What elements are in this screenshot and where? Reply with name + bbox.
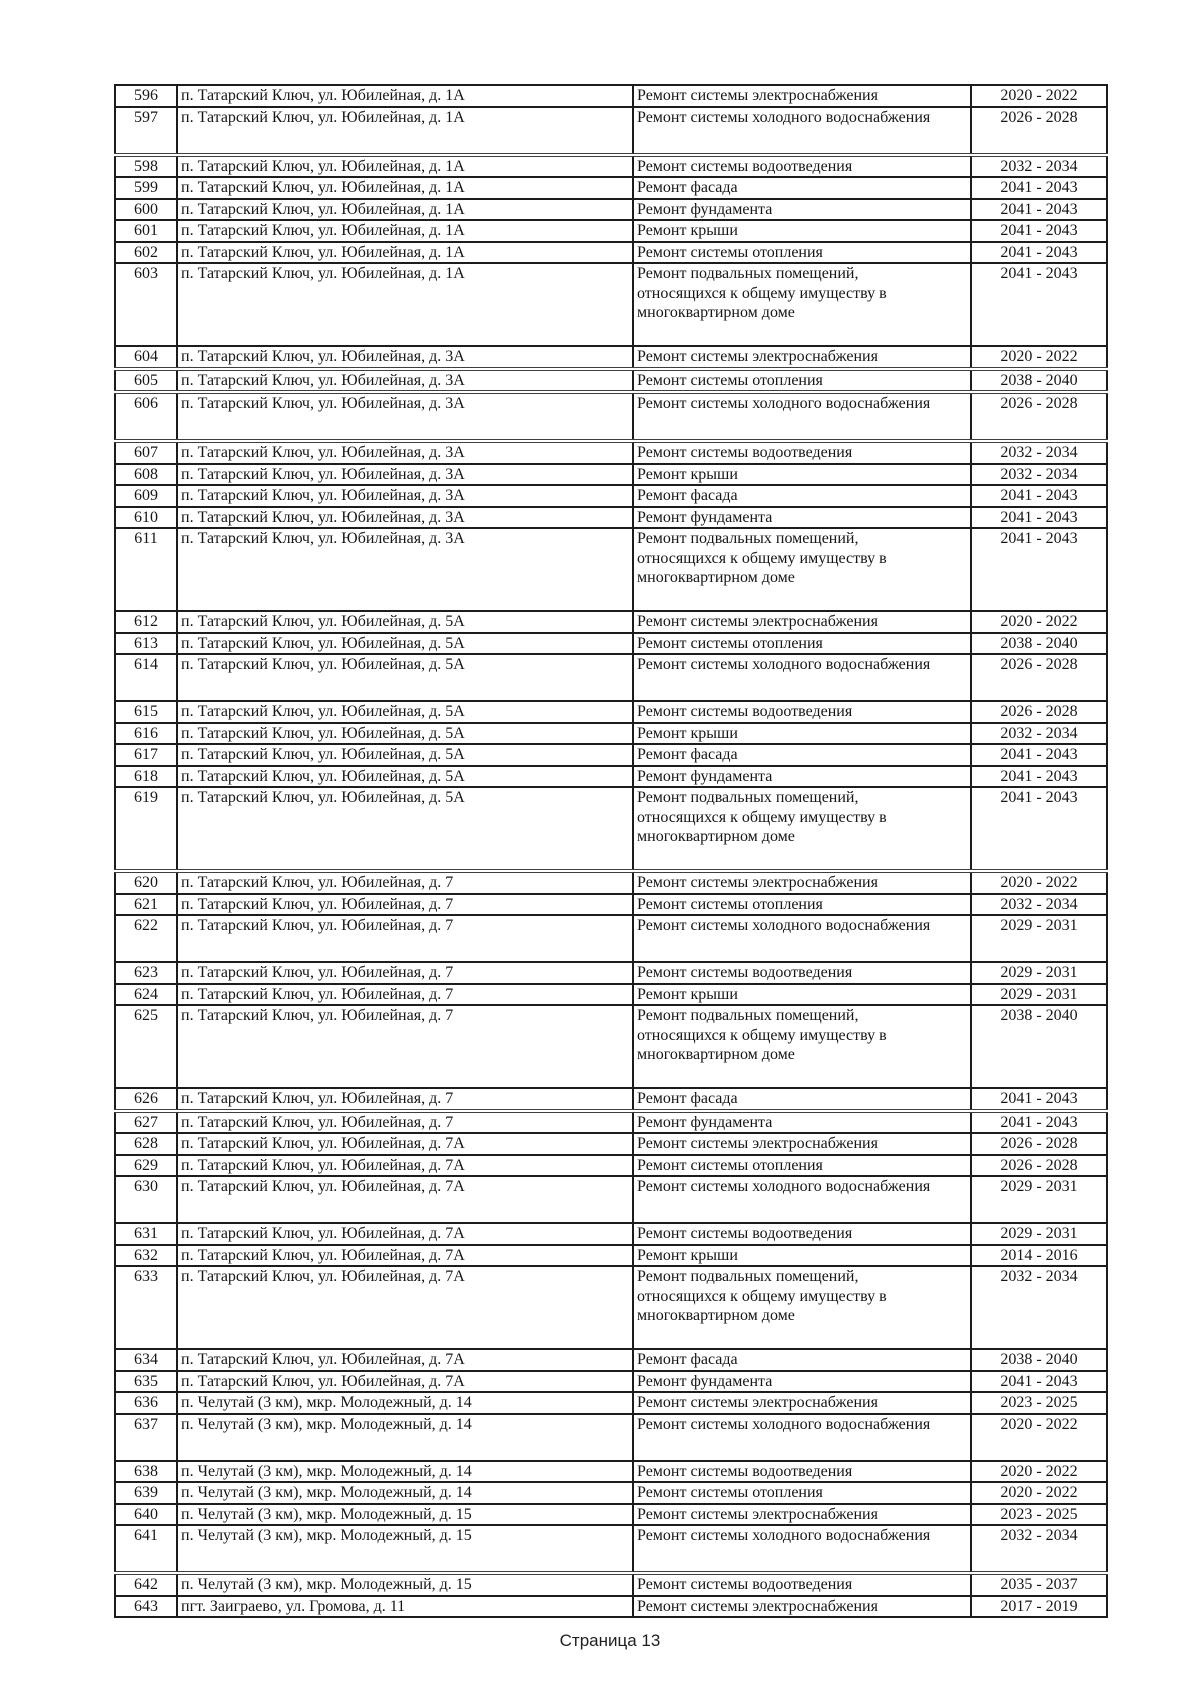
work-type-cell: Ремонт фасада xyxy=(633,1349,971,1371)
table-row xyxy=(115,1111,1107,1134)
row-number-cell: 608 xyxy=(115,464,177,486)
table-row xyxy=(115,1155,1107,1177)
work-type-cell: Ремонт фасада xyxy=(633,485,971,507)
row-number-cell: 642 xyxy=(115,1573,177,1596)
years-cell: 2038 - 2040 xyxy=(971,1349,1107,1371)
work-type-cell: Ремонт системы электроснабжения xyxy=(633,1392,971,1414)
address-cell: п. Татарский Ключ, ул. Юбилейная, д. 5А xyxy=(177,611,633,633)
work-type-cell: Ремонт системы электроснабжения xyxy=(633,1504,971,1526)
row-number-cell: 629 xyxy=(115,1155,177,1177)
table-row xyxy=(115,242,1107,264)
work-type-cell: Ремонт системы электроснабжения xyxy=(633,1596,971,1618)
table-row xyxy=(115,871,1107,894)
years-cell: 2041 - 2043 xyxy=(971,177,1107,199)
table-row xyxy=(115,1133,1107,1155)
table-row xyxy=(115,962,1107,984)
years-cell: 2026 - 2028 xyxy=(971,1133,1107,1155)
table-row xyxy=(115,1005,1107,1088)
address-cell: п. Татарский Ключ, ул. Юбилейная, д. 1А xyxy=(177,199,633,221)
years-cell: 2041 - 2043 xyxy=(971,242,1107,264)
table-body xyxy=(115,85,1107,1617)
row-number-cell: 603 xyxy=(115,263,177,346)
address-cell: п. Татарский Ключ, ул. Юбилейная, д. 7А xyxy=(177,1176,633,1223)
years-cell: 2029 - 2031 xyxy=(971,915,1107,962)
address-cell: п. Татарский Ключ, ул. Юбилейная, д. 1А xyxy=(177,177,633,199)
table-row xyxy=(115,984,1107,1006)
years-cell: 2038 - 2040 xyxy=(971,633,1107,655)
row-number-cell: 606 xyxy=(115,392,177,441)
table-row xyxy=(115,1371,1107,1393)
row-number-cell: 630 xyxy=(115,1176,177,1223)
years-cell: 2023 - 2025 xyxy=(971,1392,1107,1414)
years-cell: 2020 - 2022 xyxy=(971,611,1107,633)
address-cell: п. Татарский Ключ, ул. Юбилейная, д. 3А xyxy=(177,507,633,529)
row-number-cell: 602 xyxy=(115,242,177,264)
address-cell: п. Татарский Ключ, ул. Юбилейная, д. 3А xyxy=(177,346,633,369)
table-row xyxy=(115,1245,1107,1267)
work-type-cell: Ремонт системы электроснабжения xyxy=(633,346,971,369)
address-cell: п. Татарский Ключ, ул. Юбилейная, д. 7 xyxy=(177,1088,633,1111)
work-type-cell: Ремонт крыши xyxy=(633,464,971,486)
years-cell: 2041 - 2043 xyxy=(971,1371,1107,1393)
table-row xyxy=(115,528,1107,611)
years-cell: 2020 - 2022 xyxy=(971,1461,1107,1483)
table-row xyxy=(115,1482,1107,1504)
row-number-cell: 622 xyxy=(115,915,177,962)
work-type-cell: Ремонт крыши xyxy=(633,220,971,242)
address-cell: п. Челутай (3 км), мкр. Молодежный, д. 15 xyxy=(177,1525,633,1573)
row-number-cell: 619 xyxy=(115,787,177,871)
table-row xyxy=(115,464,1107,486)
work-type-cell: Ремонт системы водоотведения xyxy=(633,441,971,464)
row-number-cell: 641 xyxy=(115,1525,177,1573)
table-row xyxy=(115,787,1107,871)
work-type-cell: Ремонт системы холодного водоснабжения xyxy=(633,654,971,701)
work-type-cell: Ремонт фундамента xyxy=(633,1371,971,1393)
address-cell: п. Татарский Ключ, ул. Юбилейная, д. 1А xyxy=(177,107,633,155)
address-cell: пгт. Заиграево, ул. Громова, д. 11 xyxy=(177,1596,633,1618)
table-row xyxy=(115,346,1107,369)
address-cell: п. Татарский Ключ, ул. Юбилейная, д. 5А xyxy=(177,654,633,701)
address-cell: п. Челутай (3 км), мкр. Молодежный, д. 14 xyxy=(177,1461,633,1483)
table-row xyxy=(115,441,1107,464)
table-row xyxy=(115,723,1107,745)
address-cell: п. Татарский Ключ, ул. Юбилейная, д. 5А xyxy=(177,744,633,766)
table-row xyxy=(115,701,1107,723)
work-type-cell: Ремонт подвальных помещений, относящихся к общему имуществу в многоквартирном доме xyxy=(633,528,971,611)
table-row xyxy=(115,1223,1107,1245)
address-cell: п. Татарский Ключ, ул. Юбилейная, д. 7 xyxy=(177,915,633,962)
years-cell: 2020 - 2022 xyxy=(971,1414,1107,1461)
years-cell: 2041 - 2043 xyxy=(971,199,1107,221)
address-cell: п. Татарский Ключ, ул. Юбилейная, д. 7 xyxy=(177,894,633,916)
address-cell: п. Татарский Ключ, ул. Юбилейная, д. 7 xyxy=(177,1111,633,1134)
table-row xyxy=(115,107,1107,155)
row-number-cell: 597 xyxy=(115,107,177,155)
address-cell: п. Татарский Ключ, ул. Юбилейная, д. 1А xyxy=(177,263,633,346)
work-type-cell: Ремонт системы водоотведения xyxy=(633,155,971,178)
years-cell: 2026 - 2028 xyxy=(971,701,1107,723)
work-type-cell: Ремонт системы водоотведения xyxy=(633,1461,971,1483)
work-type-cell: Ремонт системы электроснабжения xyxy=(633,1133,971,1155)
table-row xyxy=(115,1525,1107,1573)
row-number-cell: 604 xyxy=(115,346,177,369)
table-row xyxy=(115,1349,1107,1371)
address-cell: п. Татарский Ключ, ул. Юбилейная, д. 7А xyxy=(177,1245,633,1267)
years-cell: 2026 - 2028 xyxy=(971,392,1107,441)
years-cell: 2029 - 2031 xyxy=(971,1223,1107,1245)
table-row xyxy=(115,915,1107,962)
row-number-cell: 626 xyxy=(115,1088,177,1111)
row-number-cell: 633 xyxy=(115,1266,177,1349)
years-cell: 2038 - 2040 xyxy=(971,369,1107,393)
table-row xyxy=(115,1266,1107,1349)
address-cell: п. Татарский Ключ, ул. Юбилейная, д. 7А xyxy=(177,1371,633,1393)
address-cell: п. Татарский Ключ, ул. Юбилейная, д. 3А xyxy=(177,528,633,611)
work-type-cell: Ремонт фасада xyxy=(633,1088,971,1111)
years-cell: 2032 - 2034 xyxy=(971,723,1107,745)
work-type-cell: Ремонт системы водоотведения xyxy=(633,962,971,984)
table-row xyxy=(115,220,1107,242)
years-cell: 2026 - 2028 xyxy=(971,654,1107,701)
years-cell: 2041 - 2043 xyxy=(971,220,1107,242)
address-cell: п. Татарский Ключ, ул. Юбилейная, д. 5А xyxy=(177,701,633,723)
row-number-cell: 600 xyxy=(115,199,177,221)
work-type-cell: Ремонт системы водоотведения xyxy=(633,1223,971,1245)
work-type-cell: Ремонт системы холодного водоснабжения xyxy=(633,1176,971,1223)
address-cell: п. Татарский Ключ, ул. Юбилейная, д. 7А xyxy=(177,1223,633,1245)
row-number-cell: 610 xyxy=(115,507,177,529)
address-cell: п. Татарский Ключ, ул. Юбилейная, д. 7 xyxy=(177,984,633,1006)
row-number-cell: 621 xyxy=(115,894,177,916)
table-row xyxy=(115,177,1107,199)
work-type-cell: Ремонт крыши xyxy=(633,723,971,745)
work-type-cell: Ремонт системы холодного водоснабжения xyxy=(633,915,971,962)
table-row xyxy=(115,1088,1107,1111)
work-type-cell: Ремонт системы электроснабжения xyxy=(633,611,971,633)
table-row xyxy=(115,199,1107,221)
table-row xyxy=(115,507,1107,529)
row-number-cell: 598 xyxy=(115,155,177,178)
row-number-cell: 627 xyxy=(115,1111,177,1134)
work-type-cell: Ремонт системы водоотведения xyxy=(633,1573,971,1596)
table-row xyxy=(115,1573,1107,1596)
address-cell: п. Татарский Ключ, ул. Юбилейная, д. 3А xyxy=(177,392,633,441)
address-cell: п. Татарский Ключ, ул. Юбилейная, д. 3А xyxy=(177,369,633,393)
table-row xyxy=(115,654,1107,701)
row-number-cell: 605 xyxy=(115,369,177,393)
table-row xyxy=(115,263,1107,346)
row-number-cell: 613 xyxy=(115,633,177,655)
table-row xyxy=(115,766,1107,788)
row-number-cell: 638 xyxy=(115,1461,177,1483)
page-number: Страница 13 xyxy=(559,1631,661,1650)
table-row xyxy=(115,155,1107,178)
work-type-cell: Ремонт подвальных помещений, относящихся к общему имуществу в многоквартирном доме xyxy=(633,263,971,346)
row-number-cell: 620 xyxy=(115,871,177,894)
years-cell: 2029 - 2031 xyxy=(971,962,1107,984)
years-cell: 2032 - 2034 xyxy=(971,464,1107,486)
row-number-cell: 612 xyxy=(115,611,177,633)
work-type-cell: Ремонт крыши xyxy=(633,1245,971,1267)
work-type-cell: Ремонт системы холодного водоснабжения xyxy=(633,392,971,441)
row-number-cell: 635 xyxy=(115,1371,177,1393)
work-type-cell: Ремонт подвальных помещений, относящихся к общему имуществу в многоквартирном доме xyxy=(633,1266,971,1349)
address-cell: п. Татарский Ключ, ул. Юбилейная, д. 3А xyxy=(177,441,633,464)
years-cell: 2020 - 2022 xyxy=(971,1482,1107,1504)
row-number-cell: 609 xyxy=(115,485,177,507)
row-number-cell: 643 xyxy=(115,1596,177,1618)
address-cell: п. Татарский Ключ, ул. Юбилейная, д. 3А xyxy=(177,464,633,486)
table-row xyxy=(115,369,1107,393)
address-cell: п. Челутай (3 км), мкр. Молодежный, д. 15 xyxy=(177,1504,633,1526)
work-type-cell: Ремонт системы отопления xyxy=(633,1482,971,1504)
address-cell: п. Татарский Ключ, ул. Юбилейная, д. 5А xyxy=(177,787,633,871)
table-row xyxy=(115,1176,1107,1223)
row-number-cell: 618 xyxy=(115,766,177,788)
work-type-cell: Ремонт системы холодного водоснабжения xyxy=(633,1525,971,1573)
work-type-cell: Ремонт подвальных помещений, относящихся к общему имуществу в многоквартирном доме xyxy=(633,787,971,871)
years-cell: 2041 - 2043 xyxy=(971,1088,1107,1111)
years-cell: 2032 - 2034 xyxy=(971,1525,1107,1573)
address-cell: п. Татарский Ключ, ул. Юбилейная, д. 1А xyxy=(177,242,633,264)
address-cell: п. Татарский Ключ, ул. Юбилейная, д. 7 xyxy=(177,1005,633,1088)
address-cell: п. Татарский Ключ, ул. Юбилейная, д. 1А xyxy=(177,220,633,242)
work-type-cell: Ремонт фундамента xyxy=(633,766,971,788)
address-cell: п. Татарский Ключ, ул. Юбилейная, д. 7А xyxy=(177,1266,633,1349)
years-cell: 2032 - 2034 xyxy=(971,1266,1107,1349)
address-cell: п. Татарский Ключ, ул. Юбилейная, д. 1А xyxy=(177,85,633,107)
work-type-cell: Ремонт системы отопления xyxy=(633,242,971,264)
row-number-cell: 640 xyxy=(115,1504,177,1526)
row-number-cell: 636 xyxy=(115,1392,177,1414)
work-type-cell: Ремонт системы отопления xyxy=(633,1155,971,1177)
table-row xyxy=(115,744,1107,766)
table-row xyxy=(115,1596,1107,1618)
address-cell: п. Татарский Ключ, ул. Юбилейная, д. 1А xyxy=(177,155,633,178)
years-cell: 2032 - 2034 xyxy=(971,155,1107,178)
table-row xyxy=(115,611,1107,633)
row-number-cell: 616 xyxy=(115,723,177,745)
years-cell: 2041 - 2043 xyxy=(971,766,1107,788)
years-cell: 2041 - 2043 xyxy=(971,528,1107,611)
row-number-cell: 596 xyxy=(115,85,177,107)
work-type-cell: Ремонт системы холодного водоснабжения xyxy=(633,1414,971,1461)
address-cell: п. Челутай (3 км), мкр. Молодежный, д. 14 xyxy=(177,1392,633,1414)
table-row xyxy=(115,1414,1107,1461)
row-number-cell: 607 xyxy=(115,441,177,464)
row-number-cell: 615 xyxy=(115,701,177,723)
work-type-cell: Ремонт системы электроснабжения xyxy=(633,85,971,107)
years-cell: 2041 - 2043 xyxy=(971,787,1107,871)
work-type-cell: Ремонт фасада xyxy=(633,177,971,199)
row-number-cell: 617 xyxy=(115,744,177,766)
table-row xyxy=(115,633,1107,655)
address-cell: п. Челутай (3 км), мкр. Молодежный, д. 14 xyxy=(177,1482,633,1504)
work-type-cell: Ремонт фундамента xyxy=(633,507,971,529)
work-type-cell: Ремонт системы холодного водоснабжения xyxy=(633,107,971,155)
years-cell: 2029 - 2031 xyxy=(971,984,1107,1006)
years-cell: 2017 - 2019 xyxy=(971,1596,1107,1618)
work-type-cell: Ремонт фундамента xyxy=(633,1111,971,1134)
repair-schedule-table xyxy=(114,84,1108,1618)
address-cell: п. Татарский Ключ, ул. Юбилейная, д. 7А xyxy=(177,1155,633,1177)
row-number-cell: 625 xyxy=(115,1005,177,1088)
years-cell: 2038 - 2040 xyxy=(971,1005,1107,1088)
years-cell: 2014 - 2016 xyxy=(971,1245,1107,1267)
work-type-cell: Ремонт системы отопления xyxy=(633,894,971,916)
years-cell: 2041 - 2043 xyxy=(971,263,1107,346)
years-cell: 2020 - 2022 xyxy=(971,346,1107,369)
address-cell: п. Татарский Ключ, ул. Юбилейная, д. 5А xyxy=(177,766,633,788)
row-number-cell: 599 xyxy=(115,177,177,199)
row-number-cell: 623 xyxy=(115,962,177,984)
address-cell: п. Татарский Ключ, ул. Юбилейная, д. 7 xyxy=(177,871,633,894)
table-row xyxy=(115,1461,1107,1483)
table-row xyxy=(115,1504,1107,1526)
table-row xyxy=(115,894,1107,916)
table-row xyxy=(115,485,1107,507)
work-type-cell: Ремонт системы электроснабжения xyxy=(633,871,971,894)
work-type-cell: Ремонт крыши xyxy=(633,984,971,1006)
address-cell: п. Челутай (3 км), мкр. Молодежный, д. 14 xyxy=(177,1414,633,1461)
years-cell: 2023 - 2025 xyxy=(971,1504,1107,1526)
years-cell: 2041 - 2043 xyxy=(971,1111,1107,1134)
row-number-cell: 631 xyxy=(115,1223,177,1245)
row-number-cell: 632 xyxy=(115,1245,177,1267)
years-cell: 2032 - 2034 xyxy=(971,894,1107,916)
years-cell: 2032 - 2034 xyxy=(971,441,1107,464)
work-type-cell: Ремонт подвальных помещений, относящихся к общему имуществу в многоквартирном доме xyxy=(633,1005,971,1088)
work-type-cell: Ремонт системы отопления xyxy=(633,633,971,655)
years-cell: 2020 - 2022 xyxy=(971,85,1107,107)
table-row xyxy=(115,1392,1107,1414)
years-cell: 2041 - 2043 xyxy=(971,507,1107,529)
row-number-cell: 611 xyxy=(115,528,177,611)
table-row xyxy=(115,392,1107,441)
years-cell: 2041 - 2043 xyxy=(971,744,1107,766)
work-type-cell: Ремонт фасада xyxy=(633,744,971,766)
years-cell: 2029 - 2031 xyxy=(971,1176,1107,1223)
row-number-cell: 634 xyxy=(115,1349,177,1371)
address-cell: п. Татарский Ключ, ул. Юбилейная, д. 5А xyxy=(177,723,633,745)
work-type-cell: Ремонт системы отопления xyxy=(633,369,971,393)
address-cell: п. Челутай (3 км), мкр. Молодежный, д. 15 xyxy=(177,1573,633,1596)
years-cell: 2026 - 2028 xyxy=(971,1155,1107,1177)
address-cell: п. Татарский Ключ, ул. Юбилейная, д. 7А xyxy=(177,1133,633,1155)
years-cell: 2026 - 2028 xyxy=(971,107,1107,155)
row-number-cell: 624 xyxy=(115,984,177,1006)
address-cell: п. Татарский Ключ, ул. Юбилейная, д. 7А xyxy=(177,1349,633,1371)
row-number-cell: 628 xyxy=(115,1133,177,1155)
work-type-cell: Ремонт системы водоотведения xyxy=(633,701,971,723)
work-type-cell: Ремонт фундамента xyxy=(633,199,971,221)
row-number-cell: 601 xyxy=(115,220,177,242)
row-number-cell: 637 xyxy=(115,1414,177,1461)
address-cell: п. Татарский Ключ, ул. Юбилейная, д. 5А xyxy=(177,633,633,655)
row-number-cell: 639 xyxy=(115,1482,177,1504)
years-cell: 2041 - 2043 xyxy=(971,485,1107,507)
row-number-cell: 614 xyxy=(115,654,177,701)
years-cell: 2020 - 2022 xyxy=(971,871,1107,894)
table-row xyxy=(115,85,1107,107)
address-cell: п. Татарский Ключ, ул. Юбилейная, д. 7 xyxy=(177,962,633,984)
address-cell: п. Татарский Ключ, ул. Юбилейная, д. 3А xyxy=(177,485,633,507)
years-cell: 2035 - 2037 xyxy=(971,1573,1107,1596)
